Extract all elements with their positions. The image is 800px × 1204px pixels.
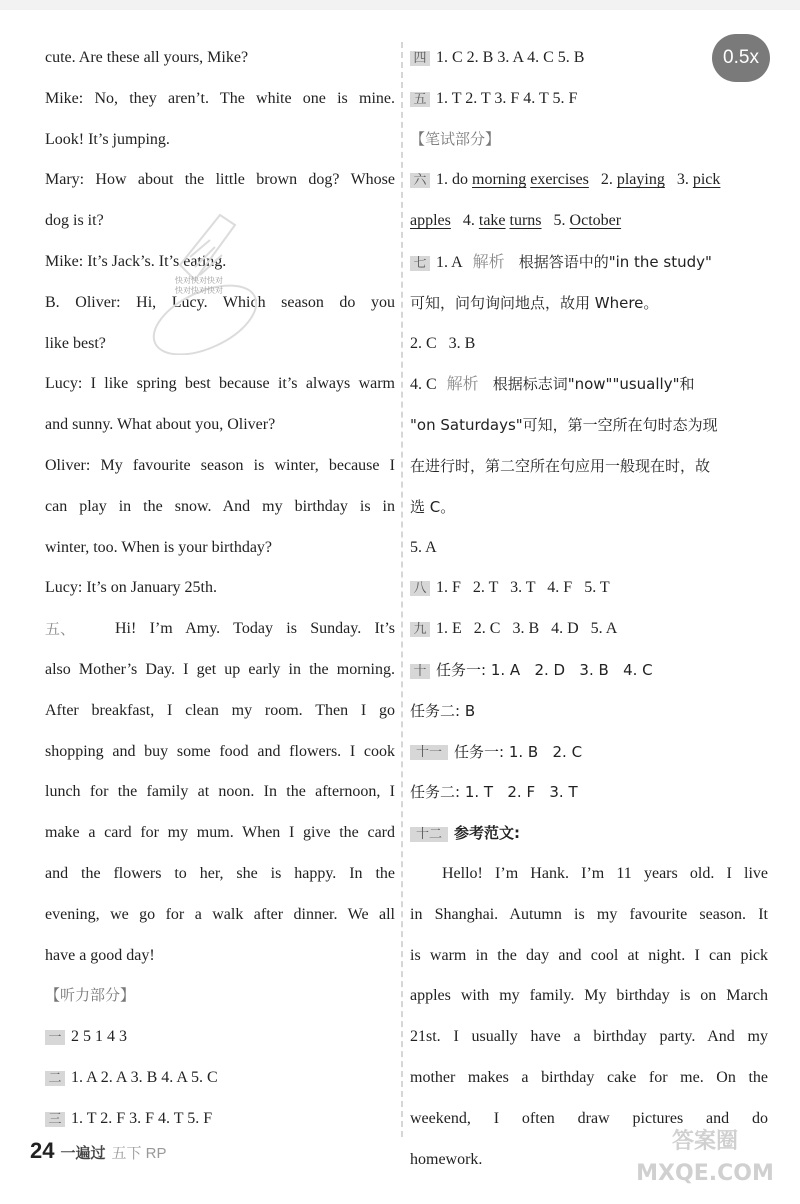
answer-text: 1. T 2. F 3. F 4. T 5. F bbox=[71, 1109, 213, 1127]
answer-text: 1. C 2. B 3. A 4. C 5. B bbox=[436, 49, 585, 66]
analysis-text: 可知，问句询问地点，故用 Where。 bbox=[410, 293, 659, 312]
answer-text: 1. T 2. T 3. F 4. T 5. F bbox=[436, 89, 578, 107]
answer-row bbox=[410, 201, 768, 242]
answer-row bbox=[410, 650, 768, 691]
answer-row bbox=[45, 1058, 395, 1099]
text-line: evening, we go for a walk after dinner. We all bbox=[45, 905, 395, 923]
section5-first-line bbox=[45, 609, 395, 650]
essay-line: 21st. I usually have a birthday party. And my bbox=[410, 1028, 768, 1046]
answer-text: 2. bbox=[588, 171, 617, 189]
answer-text: 任务二: B bbox=[410, 701, 476, 720]
section-tag: 二 bbox=[45, 1071, 65, 1086]
answer-text: 4. C bbox=[410, 376, 437, 394]
essay-header: 参考范文: bbox=[454, 824, 520, 843]
analysis-label: 解析 bbox=[472, 251, 505, 271]
section5-label: 五、 bbox=[45, 620, 76, 639]
section-tag: 四 bbox=[410, 51, 430, 66]
text-line: dog is it? bbox=[45, 212, 104, 230]
answer-row bbox=[410, 160, 768, 201]
answer-underlined: turns bbox=[509, 212, 542, 230]
analysis-text: 选 C。 bbox=[410, 497, 456, 516]
answer-underlined: take bbox=[478, 212, 506, 230]
page-number: 24 bbox=[30, 1138, 55, 1163]
text-line: lunch for the family at noon. In the afternoon, I bbox=[45, 783, 395, 801]
essay-line: homework. bbox=[410, 1150, 483, 1168]
essay-line: in Shanghai. Autumn is my favourite season. It bbox=[410, 905, 768, 923]
answer-text: 3. bbox=[664, 171, 693, 189]
text-line: can play in the snow. And my birthday is in bbox=[45, 497, 395, 515]
page-footer bbox=[30, 1138, 167, 1164]
text-line: Hi! I’m Amy. Today is Sunday. It’s bbox=[115, 620, 395, 638]
answer-text: 任务二: 1. T 2. F 3. T bbox=[410, 783, 578, 802]
section-tag: 十一 bbox=[410, 745, 448, 760]
answer-row bbox=[410, 732, 768, 773]
text-line: make a card for my mum. When I give the card bbox=[45, 824, 395, 842]
text-line: cute. Are these all yours, Mike? bbox=[45, 49, 249, 66]
text-line: winter, too. When is your birthday? bbox=[45, 538, 273, 556]
essay-line: Hello! I’m Hank. I’m 11 years old. I live bbox=[442, 864, 768, 882]
answer-row bbox=[410, 568, 768, 609]
answer-row bbox=[410, 364, 768, 405]
text-line: also Mother’s Day. I get up early in the morning. bbox=[45, 660, 395, 678]
section-tag: 八 bbox=[410, 581, 430, 596]
section-tag: 九 bbox=[410, 622, 430, 637]
answer-underlined: apples bbox=[410, 212, 451, 230]
answer-underlined: playing bbox=[616, 171, 665, 189]
analysis-label: 解析 bbox=[446, 374, 479, 394]
essay-line: is warm in the day and cool at night. I can pick bbox=[410, 946, 768, 964]
answer-underlined: October bbox=[569, 212, 622, 230]
section-tag: 七 bbox=[410, 256, 430, 271]
answer-row bbox=[45, 1099, 395, 1140]
answer-row bbox=[410, 813, 768, 854]
answer-row bbox=[45, 1017, 395, 1058]
text-line: After breakfast, I clean my room. Then I go bbox=[45, 701, 395, 719]
section-tag: 十二 bbox=[410, 827, 448, 842]
analysis-text: 在进行时，第二空所在句应用一般现在时，故 bbox=[410, 456, 711, 475]
text-line: Mary: How about the little brown dog? Whose bbox=[45, 171, 395, 189]
text-line: shopping and buy some food and flowers. I cook bbox=[45, 742, 395, 760]
analysis-text: 根据答语中的"in the study" bbox=[518, 252, 712, 271]
answer-text: 1. E 2. C 3. B 4. D 5. A bbox=[436, 620, 618, 638]
analysis-text: 根据标志词"now""usually"和 bbox=[492, 375, 695, 394]
essay-line: apples with my family. My birthday is on March bbox=[410, 987, 768, 1005]
answer-row bbox=[410, 609, 768, 650]
answer-text: 5. bbox=[541, 212, 570, 230]
answer-text: 任务一: 1. B 2. C bbox=[454, 742, 583, 761]
stamp-text: 快对快对快对 快对快对快对 bbox=[175, 276, 223, 295]
answer-row bbox=[410, 38, 768, 79]
watermark-text: 答案圈 MXQE.COM bbox=[636, 1129, 774, 1186]
playback-speed-badge[interactable]: 0.5x bbox=[712, 34, 770, 82]
answer-text: 1. do bbox=[436, 171, 472, 189]
listening-header: 【听力部分】 bbox=[45, 988, 136, 1005]
grade-label: 五下 RP bbox=[111, 1145, 167, 1162]
text-line: like best? bbox=[45, 334, 106, 352]
stamp-icon bbox=[140, 195, 280, 355]
answer-text: 1. A bbox=[436, 253, 463, 271]
answer-underlined: exercises bbox=[530, 171, 589, 189]
answer-underlined: morning bbox=[472, 171, 527, 189]
text-line: have a good day! bbox=[45, 946, 155, 964]
top-bar bbox=[0, 0, 800, 10]
text-line: Lucy: It’s on January 25th. bbox=[45, 579, 217, 597]
section-tag: 一 bbox=[45, 1030, 65, 1045]
section-tag: 十 bbox=[410, 664, 430, 679]
answer-text: 2. C 3. B bbox=[410, 334, 476, 352]
brand-logo: 一遍过 bbox=[60, 1145, 106, 1162]
right-column bbox=[410, 38, 768, 1180]
text-line: Look! It’s jumping. bbox=[45, 130, 170, 148]
analysis-text: "on Saturdays"可知，第一空所在句时态为现 bbox=[410, 416, 718, 435]
text-line: and the flowers to her, she is happy. In the bbox=[45, 864, 395, 882]
site-watermark bbox=[620, 1108, 790, 1198]
answer-row bbox=[410, 79, 768, 120]
text-line: B. Oliver: Hi, Lucy. Which season do you bbox=[45, 293, 395, 311]
column-divider bbox=[401, 42, 403, 1137]
written-header: 【笔试部分】 bbox=[410, 131, 501, 148]
answer-text: 2 5 1 4 3 bbox=[71, 1028, 127, 1046]
answer-underlined: pick bbox=[692, 171, 721, 189]
answer-text: 任务一: 1. A 2. D 3. B 4. C bbox=[436, 660, 653, 679]
section-tag: 六 bbox=[410, 173, 430, 188]
answer-row bbox=[410, 242, 768, 283]
answer-text: 5. A bbox=[410, 538, 437, 556]
answer-text: 4. bbox=[450, 212, 479, 230]
text-line: and sunny. What about you, Oliver? bbox=[45, 416, 276, 434]
essay-line: mother makes a birthday cake for me. On the bbox=[410, 1068, 768, 1086]
answer-text: 1. A 2. A 3. B 4. A 5. C bbox=[71, 1068, 218, 1086]
text-line: Oliver: My favourite season is winter, because I bbox=[45, 456, 395, 474]
text-line: Mike: It’s Jack’s. It’s eating. bbox=[45, 252, 227, 270]
essay-line: weekend, I often draw pictures and do bbox=[410, 1109, 768, 1127]
text-line: Mike: No, they aren’t. The white one is mine. bbox=[45, 89, 395, 107]
text-line: Lucy: I like spring best because it’s always warm bbox=[45, 375, 395, 393]
section-tag: 五 bbox=[410, 92, 430, 107]
section-tag: 三 bbox=[45, 1112, 65, 1127]
answer-text: 1. F 2. T 3. T 4. F 5. T bbox=[436, 579, 610, 597]
